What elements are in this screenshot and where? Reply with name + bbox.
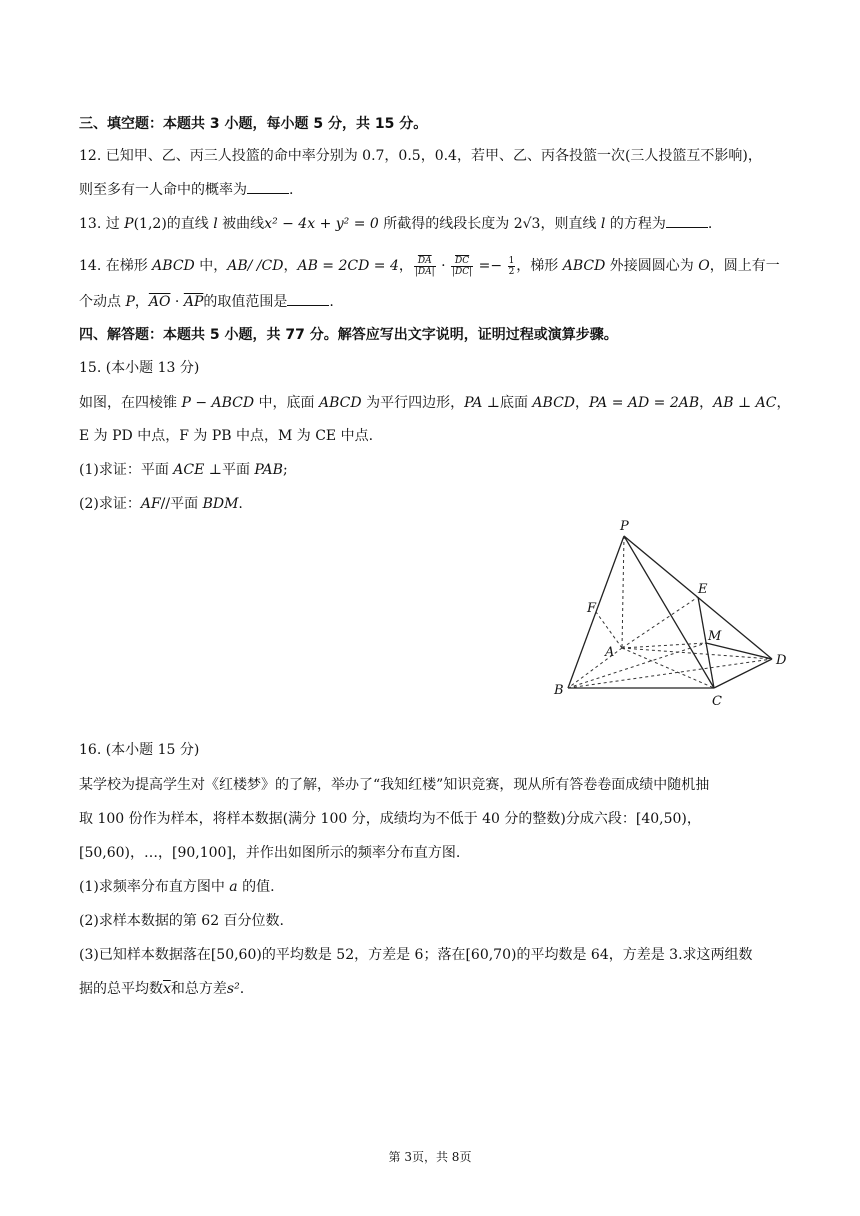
edge-bd: [568, 659, 772, 688]
q14-text-e: ，梯形: [516, 258, 563, 274]
q13-length: 2√3: [513, 216, 541, 232]
q14-frac1-num: $\overline{DA}$: [414, 256, 436, 267]
q14-fraction-da: [414, 256, 436, 277]
q14-text-line2b: ，: [134, 294, 149, 310]
q15-text-1d: 底面: [499, 395, 533, 411]
q16-part-3-line-2: [79, 979, 800, 999]
q15-part1-text-b: ⊥平面: [204, 462, 255, 478]
q13-line: [79, 214, 800, 234]
q16-mean-xbar: $\overline{x}$: [163, 981, 171, 997]
q15-ab-perp-ac: AB ⊥ AC: [713, 395, 777, 411]
q14-frac1-den: |DA|: [414, 266, 435, 277]
q13-text-c: 被曲线: [217, 216, 265, 232]
q14-dot: ·: [436, 258, 451, 274]
q12-period: .: [289, 182, 294, 198]
q16-line-3: [50,60)，…，[90,100]，并作出如图所示的频率分布直方图.: [79, 845, 461, 861]
q15-plane-bdm: BDM: [202, 496, 239, 512]
q14-text-line2a: 个动点: [79, 294, 126, 310]
q14-point-p: P: [125, 294, 135, 310]
q14-text-a: 14. 在梯形: [79, 258, 153, 274]
q16-var-a: a: [229, 879, 238, 895]
q15-part-1: [79, 460, 800, 480]
q14-line-2: [79, 292, 800, 312]
edge-am: [622, 643, 706, 648]
q14-answer-blank: [287, 293, 329, 306]
q13-period: .: [707, 216, 713, 232]
q14-text-d: ，: [398, 258, 413, 274]
label-a: A: [605, 645, 615, 660]
q16-part1-text-a: (1)求频率分布直方图中: [79, 879, 230, 895]
q16-part-2: (2)求样本数据的第 62 百分位数.: [79, 913, 284, 929]
q12-line-2: [79, 180, 800, 200]
q14-vector-ap: $\overline{AP}$: [183, 294, 204, 310]
q13-text-e: ，则直线: [540, 216, 601, 232]
q14-half-num: 1: [508, 255, 515, 266]
q14-equals: =−: [474, 258, 507, 274]
label-m: M: [708, 629, 722, 644]
q14-fraction-dc: [451, 256, 473, 277]
label-c: C: [712, 694, 722, 709]
q15-pa-perp: PA ⊥: [464, 395, 500, 411]
q16-part-1: [79, 877, 800, 897]
edge-pa: [622, 536, 624, 648]
q15-line-2: E 为 PD 中点，F 为 PB 中点，M 为 CE 中点.: [79, 428, 374, 444]
q15-plane-ace: ACE: [173, 462, 205, 478]
q13-answer-blank: [666, 215, 708, 228]
q15-lengths: PA = AD = 2AB: [589, 395, 700, 411]
q15-text-1a: 如图，在四棱锥: [79, 395, 182, 411]
q14-text-line2c: 的取值范围是: [203, 294, 288, 310]
label-p: P: [620, 519, 629, 534]
q15-part1-text-a: (1)求证：平面: [79, 462, 174, 478]
q12-answer-blank: [247, 181, 289, 194]
q14-fraction-half: [508, 256, 516, 277]
q14-line-1: [79, 252, 800, 280]
page-footer: 第 3页，共 8页: [388, 1150, 472, 1164]
q16-part1-text-b: 的值.: [237, 879, 275, 895]
q15-part2-text-b: //平面: [160, 496, 203, 512]
q15-line-af: AF: [140, 496, 161, 512]
q15-text-1f: ，: [699, 395, 714, 411]
q13-text-a: 13. 过: [79, 216, 125, 232]
q14-center-o: O: [698, 258, 710, 274]
q16-variance-s2: s²: [226, 981, 240, 997]
q14-frac2-den: |DC|: [452, 266, 473, 277]
q16-part3-text-b: 和总方差: [170, 981, 227, 997]
q13-text-b: (1,2)的直线: [133, 216, 214, 232]
q16-part3-text-a: 据的总平均数: [79, 981, 163, 997]
q13-curve-equation: x² − 4x + y² = 0: [264, 216, 379, 232]
label-f: F: [587, 601, 597, 616]
q15-text-1g: ，: [776, 395, 791, 411]
q16-line-1: 某学校为提高学生对《红楼梦》的了解，举办了“我知红楼”知识竞赛，现从所有答卷卷面成绩中随机抽: [79, 777, 710, 793]
q14-trapezoid-2: ABCD: [562, 258, 606, 274]
q15-line-1: [79, 393, 800, 413]
q15-pyramid: P − ABCD: [181, 395, 255, 411]
q12-line-1: 12. 已知甲、乙、丙三人投篮的命中率分别为 0.7，0.5，0.4，若甲、乙、丙各投篮一次(三人投篮互不影响)，: [79, 148, 762, 164]
q15-part2-text-a: (2)求证：: [79, 496, 141, 512]
q15-title: 15. (本小题 13 分): [79, 360, 200, 376]
q15-text-1e: ，: [575, 395, 590, 411]
q14-frac2-num: $\overline{DC}$: [451, 256, 473, 267]
label-b: B: [554, 683, 564, 698]
q15-text-1c: 为平行四边形，: [361, 395, 465, 411]
q16-part-3-line-1: (3)已知样本数据落在[50,60)的平均数是 52，方差是 6；落在[60,70)的平均数是 64，方差是 3.求这两组数: [79, 947, 753, 963]
q14-lengths: AB = 2CD = 4: [297, 258, 399, 274]
section-4-heading: 四、解答题：本题共 5 小题，共 77 分。解答应写出文字说明，证明过程或演算步骤。: [79, 327, 618, 343]
q15-plane-pab: PAB: [254, 462, 283, 478]
q16-line-2: 取 100 份作为样本，将样本数据(满分 100 分，成绩均为不低于 40 分的整数)分成六段：[40,50)，: [79, 811, 701, 827]
q14-text-b: 中，: [194, 258, 228, 274]
q13-text-d: 所截得的线段长度为: [378, 216, 514, 232]
q16-part3-text-c: .: [239, 981, 245, 997]
q13-point-p: P: [124, 216, 134, 232]
q14-text-g: ，圆上有一: [709, 258, 780, 274]
q15-base-2: ABCD: [532, 395, 576, 411]
q14-trapezoid: ABCD: [152, 258, 195, 274]
q15-part-2: [79, 494, 800, 514]
section-3-heading: 三、填空题：本题共 3 小题，每小题 5 分，共 15 分。: [79, 116, 428, 132]
q14-text-f: 外接圆圆心为: [605, 258, 699, 274]
q14-dot-2: ·: [170, 294, 184, 310]
q13-line-l-2: l: [600, 216, 606, 232]
q14-period: .: [329, 294, 334, 310]
q14-half-den: 2: [508, 266, 515, 277]
label-e: E: [698, 582, 708, 597]
q15-text-1b: 中，底面: [254, 395, 320, 411]
q13-text-f: 的方程为: [605, 216, 666, 232]
edge-bm: [568, 643, 706, 688]
q16-title: 16. (本小题 15 分): [79, 742, 200, 758]
q14-parallel: AB/ /CD: [227, 258, 284, 274]
edge-af: [596, 612, 622, 648]
q14-text-c: ，: [283, 258, 298, 274]
q15-part2-text-c: .: [238, 496, 243, 512]
edge-ae: [622, 597, 698, 648]
label-d: D: [776, 653, 787, 668]
q14-vector-ao: $\overline{AO}$: [148, 294, 171, 310]
q15-base: ABCD: [319, 395, 362, 411]
pyramid-figure: [548, 516, 798, 712]
q12-text: 则至多有一人命中的概率为: [79, 182, 247, 198]
q13-line-l: l: [213, 216, 218, 232]
q15-part1-text-c: ;: [282, 462, 288, 478]
